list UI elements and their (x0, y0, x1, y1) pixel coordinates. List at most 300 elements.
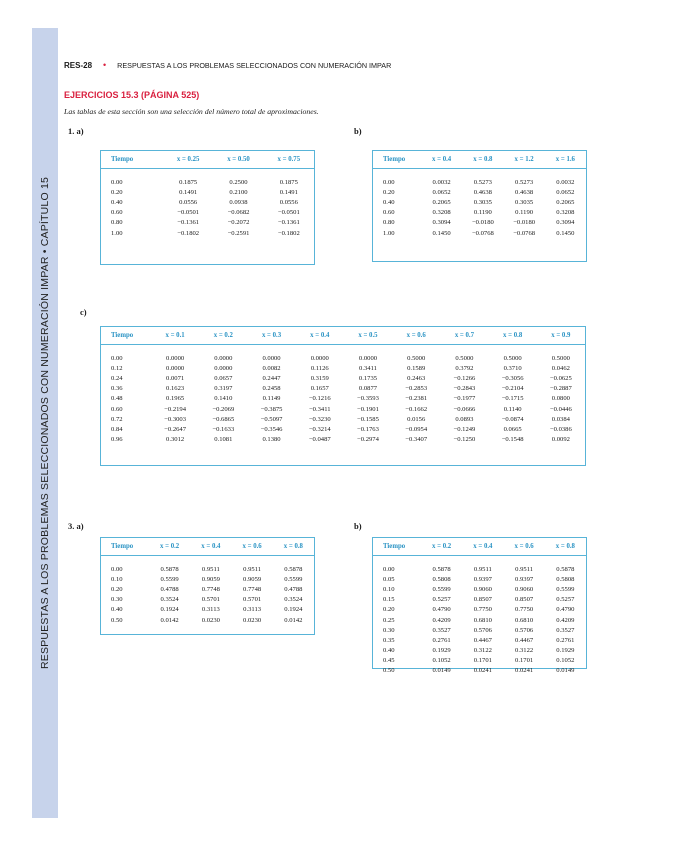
table-cell: 0.4209 (432, 616, 451, 624)
column-header: x = 0.8 (503, 332, 523, 339)
table-1b (372, 150, 587, 262)
table-cell: 0.5701 (243, 596, 262, 604)
table-cell: 0.2100 (229, 188, 248, 196)
table-cell: 0.9060 (473, 585, 492, 593)
table-cell: 0.0938 (229, 198, 248, 206)
table-cell: 0.5257 (432, 596, 451, 604)
table-cell: 0.0241 (473, 667, 492, 675)
column-header: x = 0.6 (242, 543, 262, 550)
table-cell: 0.4638 (515, 188, 534, 196)
table-row (101, 414, 585, 424)
table-cell: 0.5599 (432, 585, 451, 593)
table-cell: −0.1901 (357, 405, 379, 413)
table-cell: 0.2458 (262, 385, 281, 393)
table-cell: 0.0665 (503, 425, 522, 433)
table-cell: 0.00 (111, 565, 123, 573)
table-cell: 0.0877 (358, 385, 378, 393)
table-cell: 0.2447 (262, 374, 281, 382)
table-cell: 0.0556 (279, 198, 298, 206)
table-cell: 0.5000 (455, 354, 474, 362)
column-header: x = 0.2 (160, 543, 180, 550)
table-cell: −0.0180 (471, 219, 494, 227)
table-cell: 0.9511 (201, 565, 220, 573)
table-cell: −0.1802 (177, 229, 200, 237)
table-cell: 0.0893 (455, 415, 474, 423)
table-cell: 0.5599 (284, 575, 303, 583)
table-cell: 0.2065 (432, 198, 451, 206)
table-cell: 0.36 (111, 385, 123, 393)
table-cell: 0.3527 (556, 626, 575, 634)
table-cell: −0.1250 (453, 436, 476, 444)
table-cell: −0.1266 (453, 374, 476, 382)
table-cell: 0.5808 (432, 575, 451, 583)
table-cell: 1.00 (383, 229, 395, 237)
column-header: x = 0.4 (473, 543, 493, 550)
table-cell: 0.1410 (214, 395, 233, 403)
table-cell: 0.1052 (556, 657, 575, 665)
table-cell: 0.60 (383, 209, 395, 217)
table-cell: 0.3208 (556, 209, 575, 217)
table-cell: 0.1081 (214, 436, 233, 444)
table-cell: 0.0142 (284, 616, 303, 624)
table-cell: −0.1715 (501, 395, 524, 403)
table-row (373, 564, 586, 574)
table-cell: −0.2069 (212, 405, 235, 413)
column-header: x = 0.8 (283, 543, 303, 550)
table-cell: 0.5273 (473, 178, 492, 186)
table-row (101, 574, 314, 584)
table-cell: 0.1875 (279, 178, 298, 186)
table-cell: −0.1249 (453, 425, 476, 433)
table-cell: 0.0000 (310, 354, 329, 362)
page-header (64, 60, 391, 70)
table-cell: −0.3230 (308, 415, 331, 423)
table-3a (100, 537, 315, 635)
table-cell: −0.6865 (212, 415, 235, 423)
table-cell: 0.3113 (243, 606, 262, 614)
table-cell: −0.3003 (164, 415, 187, 423)
table-cell: −0.2843 (453, 385, 476, 393)
table-cell: 0.40 (111, 606, 123, 614)
table-cell: −0.2591 (227, 229, 250, 237)
table-cell: 0.0142 (160, 616, 179, 624)
table-row (101, 404, 585, 414)
column-header: x = 1.2 (514, 156, 534, 163)
table-cell: −0.0768 (471, 229, 494, 237)
table-cell: 0.8507 (473, 596, 492, 604)
column-header: x = 0.75 (277, 156, 301, 163)
table-cell: 0.3094 (432, 219, 451, 227)
table-cell: 0.0556 (179, 198, 198, 206)
table-cell: −0.1361 (177, 219, 200, 227)
table-cell: 0.2761 (556, 636, 575, 644)
table-row (373, 656, 586, 666)
table-cell: 0.5257 (556, 596, 575, 604)
table-cell: 0.00 (383, 565, 395, 573)
table-row (373, 177, 586, 187)
table-cell: 0.5808 (556, 575, 575, 583)
table-cell: 0.4467 (515, 636, 534, 644)
table-row (373, 208, 586, 218)
table-row (373, 646, 586, 656)
table-cell: 0.45 (383, 657, 395, 665)
table-cell: −0.2381 (405, 395, 428, 403)
table-cell: −0.1802 (277, 229, 300, 237)
sidebar-title: RESPUESTAS A LOS PROBLEMAS SELECCIONADOS CON NUMERACIÓN IMPAR • CAPÍTULO 15 (39, 176, 51, 670)
table-cell: 0.3122 (515, 647, 534, 655)
table-cell: 0.4790 (432, 606, 451, 614)
table-cell: 0.0652 (556, 188, 575, 196)
table-cell: 0.10 (111, 575, 123, 583)
column-header: x = 0.8 (473, 156, 493, 163)
table-row (101, 363, 585, 373)
table-header-row (101, 538, 314, 556)
table-cell: 0.3159 (310, 374, 329, 382)
table-cell: 0.1701 (515, 657, 534, 665)
table-cell: 0.3524 (160, 596, 179, 604)
table-cell: 0.9397 (473, 575, 492, 583)
table-row (373, 666, 586, 676)
table-cell: 0.9060 (515, 585, 534, 593)
table-cell: 0.0462 (551, 364, 570, 372)
table-cell: 0.0000 (166, 354, 185, 362)
table-cell: 0.3527 (432, 626, 451, 634)
table-cell: −0.3411 (308, 405, 331, 413)
table-row (373, 615, 586, 625)
table-cell: −0.2647 (164, 425, 187, 433)
table-cell: 0.3792 (455, 364, 474, 372)
table-cell: 0.4209 (556, 616, 575, 624)
column-header: x = 0.1 (165, 332, 185, 339)
column-header: x = 0.4 (432, 156, 452, 163)
table-cell: 0.40 (111, 198, 123, 206)
table-cell: 0.3113 (201, 606, 220, 614)
table-cell: 0.0149 (556, 667, 575, 675)
table-cell: 0.0149 (432, 667, 451, 675)
table-cell: 0.5878 (432, 565, 451, 573)
table-cell: 0.0032 (556, 178, 575, 186)
table-cell: 0.3094 (556, 219, 575, 227)
table-cell: 0.0000 (214, 364, 233, 372)
column-header: x = 0.9 (551, 332, 571, 339)
table-row (101, 595, 314, 605)
table-header-row (101, 151, 314, 169)
column-header: Tiempo (383, 543, 406, 550)
table-3b (372, 537, 587, 675)
table-cell: 0.24 (111, 374, 123, 382)
table-cell: 0.1140 (503, 405, 522, 413)
column-header: x = 0.8 (555, 543, 575, 550)
column-header: x = 0.25 (176, 156, 200, 163)
table-cell: 0.5878 (556, 565, 575, 573)
column-header: x = 0.2 (213, 332, 233, 339)
table-row (373, 635, 586, 645)
table-cell: 0.1450 (432, 229, 451, 237)
table-cell: −0.0682 (227, 209, 250, 217)
table-cell: 0.0230 (201, 616, 220, 624)
section-title: EJERCICIOS 15.3 (PÁGINA 525) (64, 90, 200, 100)
problem-3a-label: 3. a) (68, 521, 84, 531)
table-cell: 1.00 (111, 229, 123, 237)
table-cell: 0.3012 (166, 436, 185, 444)
table-cell: −0.3546 (260, 425, 283, 433)
table-cell: 0.05 (383, 575, 395, 583)
table-cell: 0.1875 (179, 178, 198, 186)
table-cell: 0.1450 (556, 229, 575, 237)
table-cell: 0.1965 (166, 395, 185, 403)
table-cell: 0.25 (383, 616, 395, 624)
column-header: x = 1.6 (555, 156, 575, 163)
column-header: x = 0.6 (406, 332, 426, 339)
table-cell: 0.0230 (243, 616, 262, 624)
table-row (373, 605, 586, 615)
table-cell: 0.80 (383, 219, 395, 227)
table-cell: 0.1735 (358, 374, 378, 382)
table-cell: 0.5878 (160, 565, 179, 573)
table-cell: 0.0652 (432, 188, 451, 196)
table-cell: 0.5599 (556, 585, 575, 593)
column-header: x = 0.50 (227, 156, 250, 163)
table-row (101, 615, 314, 625)
table-cell: 0.7750 (515, 606, 534, 614)
table-cell: 0.0000 (358, 354, 378, 362)
table-cell: 0.5878 (284, 565, 303, 573)
table-cell: −0.3593 (357, 395, 379, 403)
table-cell: 0.4788 (284, 585, 303, 593)
column-header: Tiempo (111, 543, 134, 550)
table-cell: 0.3710 (503, 364, 522, 372)
table-cell: 0.20 (111, 585, 123, 593)
table-cell: 0.1149 (262, 395, 281, 403)
table-cell: 0.72 (111, 415, 123, 423)
table-cell: −0.2853 (405, 385, 428, 393)
table-cell: 0.1589 (407, 364, 426, 372)
table-cell: 0.0800 (551, 395, 570, 403)
table-cell: 0.4467 (473, 636, 492, 644)
table-cell: −0.1662 (405, 405, 428, 413)
table-cell: 0.6810 (473, 616, 492, 624)
table-cell: 0.60 (111, 209, 123, 217)
table-cell: −0.0625 (549, 374, 572, 382)
table-cell: 0.9059 (201, 575, 220, 583)
table-row (101, 564, 314, 574)
table-row (373, 574, 586, 584)
table-cell: 0.40 (383, 198, 395, 206)
table-cell: 0.1491 (279, 188, 298, 196)
table-cell: 0.9059 (243, 575, 262, 583)
table-row (101, 353, 585, 363)
table-row (101, 435, 585, 445)
table-cell: 0.1924 (160, 606, 179, 614)
table-cell: 0.00 (111, 354, 123, 362)
table-row (101, 177, 314, 187)
table-cell: 0.2500 (229, 178, 248, 186)
table-cell: −0.1585 (357, 415, 379, 423)
table-cell: −0.2104 (501, 385, 524, 393)
table-cell: 0.4790 (556, 606, 575, 614)
table-cell: 0.10 (383, 585, 395, 593)
table-cell: 0.5000 (503, 354, 522, 362)
table-row (101, 424, 585, 434)
table-cell: 0.7750 (473, 606, 492, 614)
table-cell: 0.48 (111, 395, 123, 403)
table-cell: −0.0501 (177, 209, 200, 217)
column-header: x = 0.6 (514, 543, 534, 550)
table-1a (100, 150, 315, 265)
table-row (373, 187, 586, 197)
table-cell: 0.0384 (551, 415, 570, 423)
column-header: x = 0.4 (310, 332, 330, 339)
table-cell: 0.5000 (407, 354, 426, 362)
table-cell: −0.3875 (260, 405, 283, 413)
table-cell: 0.1380 (262, 436, 281, 444)
table-cell: −0.1216 (308, 395, 331, 403)
table-cell: 0.5706 (515, 626, 534, 634)
table-cell: 0.9511 (515, 565, 534, 573)
table-cell: 0.30 (383, 626, 395, 634)
table-cell: −0.5097 (260, 415, 283, 423)
problem-1b-label: b) (354, 126, 362, 136)
problem-1a-label: 1. a) (68, 126, 84, 136)
table-cell: 0.1929 (432, 647, 451, 655)
table-cell: 0.3035 (473, 198, 492, 206)
table-row (373, 218, 586, 228)
table-cell: −0.2974 (357, 436, 379, 444)
table-cell: 0.0657 (214, 374, 233, 382)
table-cell: 0.7748 (201, 585, 220, 593)
table-cell: 0.1924 (284, 606, 303, 614)
table-cell: 0.1052 (432, 657, 451, 665)
table-cell: −0.0874 (501, 415, 524, 423)
table-cell: 0.6810 (515, 616, 534, 624)
table-cell: 0.50 (383, 667, 395, 675)
table-row (373, 228, 586, 238)
table-cell: 0.0082 (262, 364, 281, 372)
table-row (101, 197, 314, 207)
table-cell: 0.20 (111, 188, 123, 196)
header-bullet: • (103, 60, 107, 70)
table-cell: 0.35 (383, 636, 395, 644)
table-row (101, 373, 585, 383)
column-header: x = 0.5 (358, 332, 378, 339)
table-cell: 0.9511 (243, 565, 262, 573)
table-cell: 0.00 (111, 178, 123, 186)
table-cell: 0.1623 (166, 385, 185, 393)
table-row (101, 584, 314, 594)
page-number: RES-28 (64, 61, 93, 70)
table-1c (100, 326, 586, 466)
table-cell: 0.1657 (310, 385, 329, 393)
table-cell: 0.60 (111, 405, 123, 413)
table-cell: 0.1190 (515, 209, 534, 217)
table-cell: 0.0092 (551, 436, 570, 444)
table-cell: 0.20 (383, 606, 395, 614)
table-cell: 0.0071 (166, 374, 185, 382)
table-cell: 0.0241 (515, 667, 534, 675)
table-row (373, 625, 586, 635)
table-cell: 0.0156 (407, 415, 426, 423)
column-header: Tiempo (111, 332, 134, 339)
table-cell: −0.1548 (501, 436, 524, 444)
table-cell: −0.0954 (405, 425, 428, 433)
table-row (373, 584, 586, 594)
table-cell: 0.5599 (160, 575, 179, 583)
table-cell: −0.0666 (453, 405, 476, 413)
header-title: RESPUESTAS A LOS PROBLEMAS SELECCIONADOS CON NUMERACIÓN IMPAR (117, 61, 392, 70)
table-cell: 0.4788 (160, 585, 179, 593)
table-row (101, 394, 585, 404)
table-cell: 0.1701 (473, 657, 492, 665)
table-cell: −0.0487 (308, 436, 331, 444)
table-header-row (373, 151, 586, 169)
intro-text: Las tablas de esta sección son una selección del número total de aproximaciones. (64, 107, 319, 116)
table-cell: 0.50 (111, 616, 123, 624)
table-cell: −0.3407 (405, 436, 428, 444)
column-header: x = 0.4 (201, 543, 221, 550)
table-cell: 0.8507 (515, 596, 534, 604)
table-row (101, 208, 314, 218)
table-cell: 0.0000 (214, 354, 233, 362)
table-header-row (101, 327, 585, 345)
table-cell: 0.2761 (432, 636, 451, 644)
table-cell: 0.3122 (473, 647, 492, 655)
column-header: x = 0.2 (432, 543, 452, 550)
table-cell: 0.84 (111, 425, 123, 433)
table-cell: −0.0446 (549, 405, 572, 413)
table-cell: 0.5701 (201, 596, 220, 604)
problem-1c-label: c) (80, 307, 87, 317)
table-row (373, 595, 586, 605)
table-row (101, 228, 314, 238)
table-cell: −0.1361 (277, 219, 300, 227)
table-cell: −0.1763 (357, 425, 379, 433)
table-cell: 0.1929 (556, 647, 575, 655)
table-cell: 0.96 (111, 436, 123, 444)
table-cell: −0.3056 (501, 374, 524, 382)
table-cell: 0.3411 (359, 364, 377, 372)
table-cell: −0.1633 (212, 425, 235, 433)
table-cell: 0.9397 (515, 575, 534, 583)
table-cell: −0.0386 (549, 425, 572, 433)
table-cell: 0.2463 (407, 374, 426, 382)
column-header: Tiempo (383, 156, 406, 163)
table-cell: −0.2887 (549, 385, 572, 393)
table-cell: 0.0032 (432, 178, 451, 186)
table-cell: 0.40 (383, 647, 395, 655)
table-cell: 0.3035 (515, 198, 534, 206)
table-cell: 0.3197 (214, 385, 233, 393)
table-row (101, 605, 314, 615)
table-cell: 0.3524 (284, 596, 303, 604)
table-cell: 0.1491 (179, 188, 198, 196)
table-cell: 0.4638 (473, 188, 492, 196)
table-cell: 0.7748 (243, 585, 262, 593)
table-cell: −0.2072 (227, 219, 250, 227)
table-cell: 0.00 (383, 178, 395, 186)
table-cell: −0.0501 (277, 209, 300, 217)
column-header: x = 0.3 (261, 332, 282, 339)
table-row (373, 197, 586, 207)
column-header: Tiempo (111, 156, 134, 163)
table-cell: −0.1977 (453, 395, 476, 403)
table-row (101, 218, 314, 228)
table-cell: 0.5000 (551, 354, 570, 362)
table-row (101, 187, 314, 197)
table-row (101, 384, 585, 394)
table-cell: 0.0000 (262, 354, 281, 362)
table-cell: −0.0180 (513, 219, 536, 227)
table-cell: −0.3214 (308, 425, 331, 433)
